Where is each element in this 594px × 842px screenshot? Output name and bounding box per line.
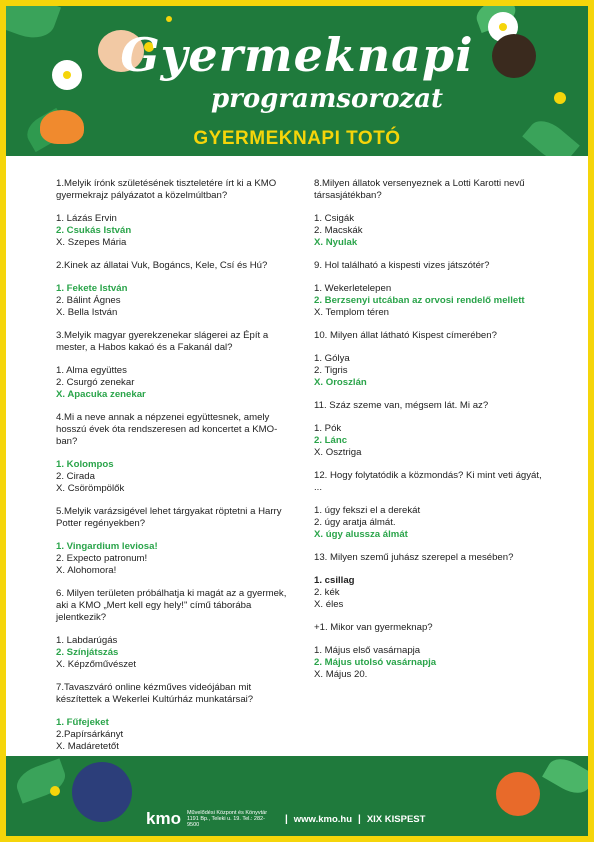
org-name: Művelődési Központ és Könyvtár [186, 810, 268, 816]
answer-option: 2.Papírsárkányt [56, 729, 124, 740]
answer-option: X. Szepes Mária [56, 237, 127, 248]
question-block [56, 330, 288, 401]
answer-option: X. Képzőművészet [56, 659, 136, 670]
quiz-title: GYERMEKNAPI TOTÓ [193, 128, 401, 149]
answer-option: 1. Május első vasárnapja [314, 645, 421, 656]
header-banner [6, 6, 588, 156]
answer-option: 2. úgy aratja álmát. [314, 517, 396, 528]
question-text: 11. Száz szeme van, mégsem lát. Mi az? [314, 400, 489, 411]
question-text: 1.Melyik írónk születésének tiszteletére írt ki a KMO gyermekrajz pályázatot a közelmúltban? [56, 178, 277, 201]
dot-decoration [166, 16, 172, 22]
answer-option: X. Bella István [56, 307, 118, 318]
child-illustration-icon [72, 762, 132, 822]
answer-option: X. Templom téren [314, 307, 390, 318]
question-text: 12. Hogy folytatódik a közmondás? Ki mint veti ágyát, ... [314, 470, 542, 493]
correct-answer-option: 2. Május utolsó vasárnapja [314, 657, 437, 668]
leaf-decoration [12, 758, 69, 803]
question-text: 4.Mi a neve annak a népzenei együttesnek, amely hosszú évek óta rendszeresen ad koncertet a KMO-ban? [56, 412, 278, 447]
answer-option: 1. Gólya [314, 353, 350, 364]
question-block [314, 178, 544, 249]
question-column-right [314, 178, 544, 692]
question-block [314, 330, 544, 389]
separator: | [284, 813, 288, 825]
correct-answer-option: 1. Kolompos [56, 459, 114, 470]
question-text: 7.Tavaszváró online kézműves videójában mit készítettek a Wekerlei Kultúrház munkatársai? [56, 682, 254, 705]
child-illustration-icon [496, 772, 540, 816]
answer-option: 2. Bálint Ágnes [56, 295, 121, 306]
correct-answer-option: 1. Fekete István [56, 283, 128, 294]
page-title: Gyermeknapi [120, 28, 474, 82]
answer-option: 1. Lázás Ervin [56, 213, 117, 224]
quiz-content [6, 156, 588, 756]
footer-bar [146, 809, 426, 828]
question-block [314, 400, 544, 459]
question-block [314, 552, 544, 611]
leaf-decoration [542, 756, 588, 800]
question-block [56, 506, 288, 577]
question-block [56, 178, 288, 249]
answer-option: X. Alohomora! [56, 565, 117, 576]
answer-option: X. Madáretetőt [56, 741, 119, 752]
question-text: 6. Milyen területen próbálhatja ki magát az a gyermek, aki a KMO „Mert kell egy hely!" című táborába jelentkezik? [56, 588, 287, 623]
question-text: 9. Hol található a kispesti vizes játszótér? [314, 260, 490, 271]
answer-option: X. Csörömpölők [56, 483, 125, 494]
question-block [56, 682, 288, 753]
answer-option: 2. Tigris [314, 365, 348, 376]
answer-option: 1. Csigák [314, 213, 354, 224]
correct-answer-option: X. úgy alussza álmát [314, 529, 408, 540]
org-info [187, 810, 271, 828]
kmo-logo: kmo [146, 809, 181, 828]
footer-banner [6, 756, 588, 836]
question-text: 10. Milyen állat látható Kispest címerében? [314, 330, 497, 341]
answer-option: 1. úgy fekszi el a derekát [314, 505, 421, 516]
question-block [314, 622, 544, 681]
question-block [314, 470, 544, 541]
question-block [56, 260, 288, 319]
correct-answer-option: X. Oroszlán [314, 377, 367, 388]
question-block [314, 260, 544, 319]
kispest-logo: XIX KISPEST [366, 813, 426, 825]
answer-option: 1. Pók [314, 423, 342, 434]
website-link[interactable]: www.kmo.hu [293, 813, 353, 825]
answer-option: X. éles [314, 599, 344, 610]
answer-option: 2. kék [314, 587, 340, 598]
org-address: 1191 Bp., Teleki u. 19. Tel.: 282-9500 [186, 816, 265, 828]
question-block [56, 588, 288, 671]
answer-option: 2. Macskák [314, 225, 363, 236]
question-text: 2.Kinek az állatai Vuk, Bogáncs, Kele, Csí és Hú? [56, 260, 268, 271]
question-text: 5.Melyik varázsigével lehet tárgyakat röptetni a Harry Potter regényekben? [56, 506, 282, 529]
correct-answer-option: 2. Színjátszás [56, 647, 119, 658]
correct-answer-option: 1. Vingardium leviosa! [56, 541, 158, 552]
separator: | [358, 813, 361, 825]
correct-answer-option: 2. Csukás István [56, 225, 132, 236]
correct-answer-option: 2. Lánc [314, 435, 348, 446]
correct-answer-option: X. Apacuka zenekar [56, 389, 146, 400]
answer-option: 2. Expecto patronum! [56, 553, 148, 564]
question-text: 8.Milyen állatok versenyeznek a Lotti Karotti nevű társasjátékban? [314, 178, 525, 201]
answer-option: 1. csillag [314, 575, 355, 586]
answer-option: X. Osztriga [314, 447, 362, 458]
page-subtitle: programsorozat [210, 84, 444, 114]
dot-decoration [50, 786, 60, 796]
answer-option: 1. Alma együttes [56, 365, 127, 376]
answer-option: X. Május 20. [314, 669, 368, 680]
correct-answer-option: 1. Fűfejeket [56, 717, 109, 728]
question-block [56, 412, 288, 495]
answer-option: 1. Wekerletelepen [314, 283, 392, 294]
answer-option: 2. Cirada [56, 471, 95, 482]
answer-option: 1. Labdarúgás [56, 635, 118, 646]
correct-answer-option: X. Nyulak [314, 237, 358, 248]
correct-answer-option: 2. Berzsenyi utcában az orvosi rendelő mellett [314, 295, 525, 306]
question-text: +1. Mikor van gyermeknap? [314, 622, 433, 633]
question-text: 13. Milyen szemű juhász szerepel a mesében? [314, 552, 514, 563]
answer-option: 2. Csurgó zenekar [56, 377, 135, 388]
question-column-left [56, 178, 288, 764]
question-text: 3.Melyik magyar gyerekzenekar slágerei az Épít a mester, a Habos kakaó és a Fakanál dal? [56, 330, 269, 353]
